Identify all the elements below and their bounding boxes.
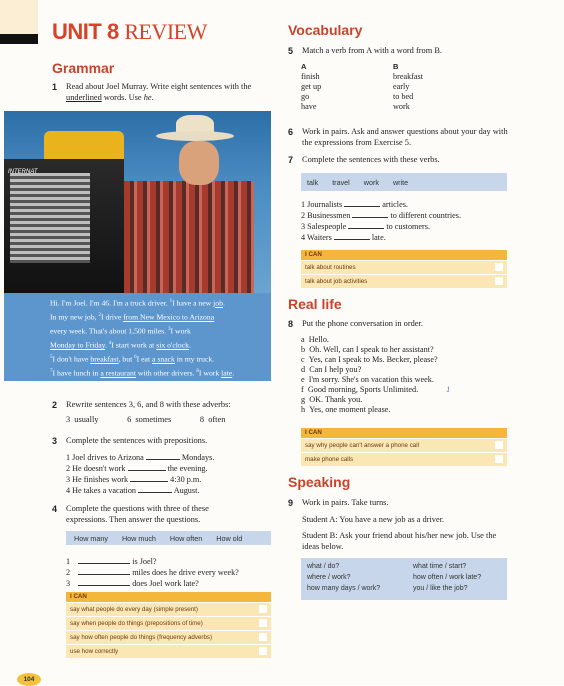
exercise-9: 9 Work in pairs. Take turns. Student A: You have a new job as a driver. Student B: Ask your friend about his/her new job. Use the ideas below. xyxy=(288,498,497,551)
expressions-box: How many How much How often How old xyxy=(66,531,271,545)
checkbox[interactable] xyxy=(259,633,267,641)
answer-blank[interactable] xyxy=(348,221,384,229)
cowboy-hat xyxy=(156,115,234,145)
exercise-7-items xyxy=(301,199,516,243)
ican-box-vocabulary: I CAN talk about routines talk about job activities xyxy=(301,250,507,288)
checkbox[interactable] xyxy=(259,605,267,613)
ican-row: make phone calls xyxy=(301,452,507,466)
exercise-8: 8 Put the phone conversation in order. xyxy=(288,319,423,329)
list-item: 1 Joel drives to Arizona Mondays. xyxy=(66,453,215,462)
answer-blank[interactable] xyxy=(78,567,130,575)
list-item: f Good morning, Sports Unlimited. 1 xyxy=(301,385,451,394)
ican-row: talk about routines xyxy=(301,260,507,274)
grammar-heading: Grammar xyxy=(52,60,115,76)
ican-row: talk about job activities xyxy=(301,274,507,288)
header-bar xyxy=(0,34,38,44)
checkbox[interactable] xyxy=(259,619,267,627)
answer-blank[interactable] xyxy=(344,199,380,207)
exercise-3: 3 Complete the sentences with prepositions. xyxy=(52,436,208,446)
checkbox[interactable] xyxy=(259,647,267,655)
list-item: 1 Journalists articles. xyxy=(301,200,408,209)
list-item: 1 is Joel? xyxy=(66,557,157,566)
list-item: 4 He takes a vacation August. xyxy=(66,486,200,495)
ican-row: say when people do things (prepositions of time) xyxy=(66,616,271,630)
answer-blank[interactable] xyxy=(334,232,370,240)
answer-blank[interactable] xyxy=(130,474,168,482)
list-item: h Yes, one moment please. xyxy=(301,405,391,414)
column-a: A finish get up go have xyxy=(301,62,322,111)
answer-blank[interactable] xyxy=(352,210,388,218)
exercise-6: 6 Work in pairs. Ask and answer questions about your day with the expressions from Exercise 5. xyxy=(288,127,508,147)
speaking-heading: Speaking xyxy=(288,474,351,490)
column-b: B breakfast early to bed work xyxy=(393,62,424,111)
checkbox[interactable] xyxy=(495,455,503,463)
list-item: e I'm sorry. She's on vacation this week. xyxy=(301,375,434,384)
list-item: 3 Salespeople to customers. xyxy=(301,222,431,231)
adverb-list: 3 usually 6 sometimes 8 often xyxy=(66,414,226,424)
truck-driver-photo xyxy=(4,111,271,293)
ican-row: say why people can't answer a phone call xyxy=(301,438,507,452)
ideas-box: what / do? where / work? how many days / work? what time / start? how often / work late? you / like the job? xyxy=(301,558,507,600)
ican-box-grammar: I CAN say what people do every day (simple present) say when people do things (prepositions of time) say how often people do things (frequency adverbs) use how correctly xyxy=(66,592,271,658)
truck-grille xyxy=(10,173,90,263)
exercise-4-items xyxy=(66,556,276,589)
unit-label: UNIT 8 xyxy=(52,19,119,44)
exercise-7: 7 Complete the sentences with these verbs. xyxy=(288,155,440,165)
exercise-number: 1 xyxy=(52,82,58,92)
checkbox[interactable] xyxy=(495,441,503,449)
exercise-2: 2 Rewrite sentences 3, 6, and 8 with these adverbs: 3 usually 6 sometimes 8 often xyxy=(52,400,272,425)
checkbox[interactable] xyxy=(495,277,503,285)
truck-sign: INTERNAT xyxy=(8,169,38,175)
exercise-3-items xyxy=(66,452,276,496)
list-item: 3 does Joel work late? xyxy=(66,579,199,588)
page-number: 104 xyxy=(17,673,41,686)
exercise-1 xyxy=(52,82,267,103)
answer-blank[interactable] xyxy=(78,578,130,586)
ican-row: use how correctly xyxy=(66,644,271,658)
vocabulary-heading: Vocabulary xyxy=(288,22,363,38)
list-item: 4 Waiters late. xyxy=(301,233,386,242)
real-life-heading: Real life xyxy=(288,296,342,312)
list-item: 2 miles does he drive every week? xyxy=(66,568,239,577)
corner-band xyxy=(0,0,38,34)
conversation-list xyxy=(301,335,516,415)
answer-blank[interactable] xyxy=(138,485,172,493)
ican-row: say how often people do things (frequency adverbs) xyxy=(66,630,271,644)
list-item: c Yes, can I speak to Ms. Becker, please? xyxy=(301,355,438,364)
exercise-5: 5 Match a verb from A with a word from B. xyxy=(288,46,443,56)
list-item: 2 He doesn't work the evening. xyxy=(66,464,208,473)
answer-blank[interactable] xyxy=(128,463,166,471)
list-item: 3 He finishes work 4:30 p.m. xyxy=(66,475,202,484)
list-item: b Oh. Well, can I speak to her assistant? xyxy=(301,345,434,354)
ican-row: say what people do every day (simple present) xyxy=(66,602,271,616)
reading-passage: Hi. I'm Joel. I'm 46. I'm a truck driver. $^1$I have a new job. In my new job, $^2$I drive from New Mexico to Arizona every week. That's about 1,500 miles. $^3$I work Monday to Friday. $^4$I start work at six o'clock. $^5$I don't have breakfast, but $^6$I eat a snack in my truck. $^7$I have lunch in a restaurant with other drivers. $^8$I work late. xyxy=(4,293,271,381)
exercise-4: 4 Complete the questions with three of these expressions. Then answer the questions. xyxy=(52,504,209,524)
verbs-box: talk travel work write xyxy=(301,173,507,191)
checkbox[interactable] xyxy=(495,263,503,271)
exercise-instruction: Read about Joel Murray. Write eight sentences with the underlined words. Use he. xyxy=(66,82,252,102)
list-item: 2 Businessmen to different countries. xyxy=(301,211,462,220)
list-item: g OK. Thank you. xyxy=(301,395,363,404)
list-item: a Hello. xyxy=(301,335,329,344)
review-label: REVIEW xyxy=(124,19,207,44)
man-face xyxy=(179,141,219,185)
handwritten-mark: 1 xyxy=(446,385,451,394)
list-item: d Can I help you? xyxy=(301,365,362,374)
answer-blank[interactable] xyxy=(146,452,180,460)
ican-box-real-life: I CAN say why people can't answer a phone call make phone calls xyxy=(301,428,507,466)
page-title xyxy=(52,19,207,45)
answer-blank[interactable] xyxy=(78,556,130,564)
plaid-shirt xyxy=(124,181,254,293)
